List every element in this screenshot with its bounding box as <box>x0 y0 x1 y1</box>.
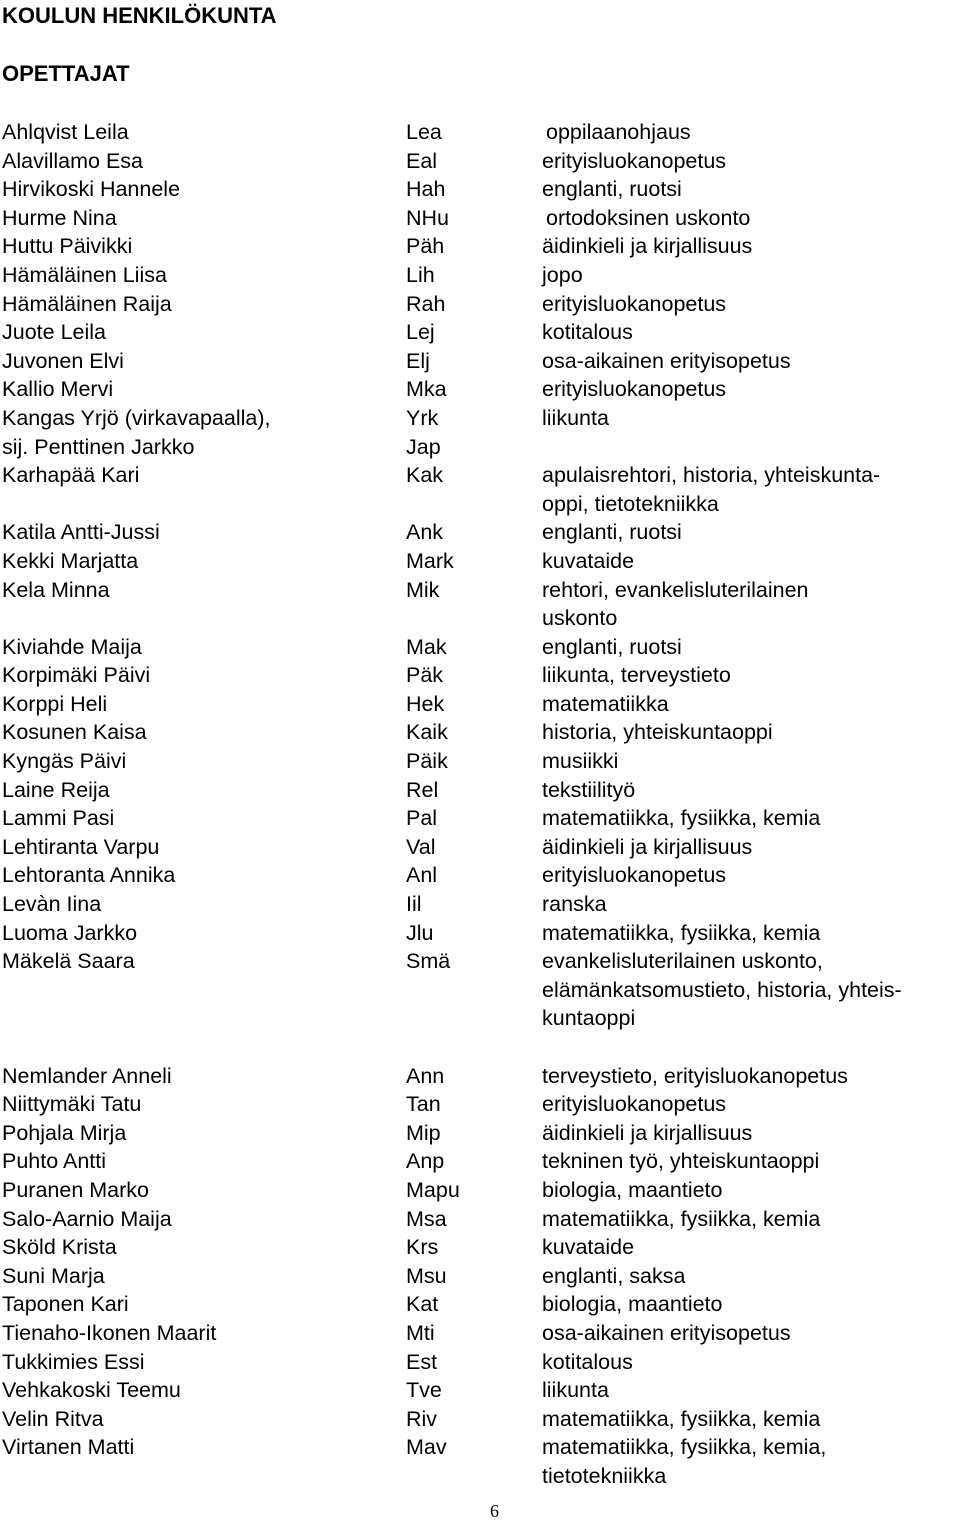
teacher-code: Anp <box>406 1149 445 1174</box>
teacher-subject: kotitalous <box>542 320 633 345</box>
teacher-row <box>2 461 952 518</box>
teacher-name: Korppi Heli <box>2 691 108 716</box>
teacher-subject: biologia, maantieto <box>542 1292 723 1317</box>
teacher-row <box>2 919 952 948</box>
teacher-row <box>2 175 952 204</box>
section-title: OPETTAJAT <box>2 61 130 86</box>
teacher-code: Kaik <box>406 720 448 745</box>
teacher-row <box>2 690 952 719</box>
teacher-code: Iil <box>406 892 422 917</box>
teacher-code: NHu <box>406 205 450 230</box>
teacher-subject: kuvataide <box>542 1235 635 1260</box>
teacher-name: Nemlander Anneli <box>2 1063 172 1088</box>
teacher-name: Huttu Päivikki <box>2 234 133 259</box>
teacher-name: Laine Reija <box>2 777 110 802</box>
teacher-name: Ahlqvist Leila <box>2 120 129 144</box>
teacher-row <box>2 1405 952 1434</box>
teacher-code: Msu <box>406 1263 447 1288</box>
teacher-name: Hämäläinen Raija <box>2 291 172 316</box>
teacher-name: Kekki Marjatta <box>2 548 139 573</box>
teacher-subject: matematiikka, fysiikka, kemia <box>542 920 821 945</box>
teacher-row <box>2 890 952 919</box>
teacher-name: Puranen Marko <box>2 1177 149 1202</box>
teacher-code: Päh <box>406 234 445 259</box>
teacher-row <box>2 1233 952 1262</box>
teacher-subject: liikunta <box>542 405 609 430</box>
teacher-subject: englanti, ruotsi <box>542 634 682 659</box>
teacher-name: Levàn Iina <box>2 892 102 917</box>
teacher-row <box>2 118 952 147</box>
teacher-row <box>2 576 952 633</box>
teacher-code: Mti <box>406 1320 435 1345</box>
teacher-row <box>2 1433 952 1490</box>
teacher-name: Tienaho-Ikonen Maarit <box>2 1320 217 1345</box>
teacher-name: Taponen Kari <box>2 1292 129 1317</box>
teacher-name: Hämäläinen Liisa <box>2 262 167 287</box>
teacher-code: Anl <box>406 863 438 888</box>
teacher-subject: erityisluokanopetus <box>542 148 727 173</box>
teacher-row <box>2 518 952 547</box>
teacher-row <box>2 1119 952 1148</box>
teacher-name: Lammi Pasi <box>2 806 115 831</box>
teacher-code: Est <box>406 1349 438 1374</box>
teacher-code: Jap <box>406 434 441 459</box>
teacher-subject: kuvataide <box>542 548 635 573</box>
teacher-name: Katila Antti-Jussi <box>2 520 160 545</box>
teacher-name: Kosunen Kaisa <box>2 720 147 745</box>
teacher-code: Yrk <box>406 405 439 430</box>
teacher-code: Msa <box>406 1206 447 1231</box>
teacher-subject: historia, yhteiskuntaoppi <box>542 720 773 745</box>
teacher-code: Mak <box>406 634 447 659</box>
teacher-code: Lih <box>406 262 435 287</box>
teacher-row <box>2 833 952 862</box>
teacher-name: Vehkakoski Teemu <box>2 1378 181 1403</box>
teacher-code: Pal <box>406 806 438 831</box>
teacher-name: Puhto Antti <box>2 1149 106 1174</box>
teacher-name: Hurme Nina <box>2 205 117 230</box>
teacher-name: Karhapää Kari <box>2 463 140 488</box>
teacher-code: Lea <box>406 120 442 144</box>
teacher-row <box>2 375 952 404</box>
teacher-subject: matematiikka, fysiikka, kemia <box>542 1406 821 1431</box>
teacher-row <box>2 804 952 833</box>
teacher-code: Tve <box>406 1378 442 1403</box>
teacher-row <box>2 547 952 576</box>
teacher-subject: apulaisrehtori, historia, yhteiskunta- oppi, tietotekniikka <box>542 463 881 516</box>
teacher-name: Mäkelä Saara <box>2 949 135 974</box>
teacher-subject: terveystieto, erityisluokanopetus <box>542 1063 848 1088</box>
teacher-name: Juote Leila <box>2 320 106 345</box>
teacher-code: Kak <box>406 463 444 488</box>
teacher-name: Korpimäki Päivi <box>2 663 151 688</box>
teacher-name: Luoma Jarkko <box>2 920 138 945</box>
teacher-subject: liikunta, terveystieto <box>542 663 731 688</box>
teacher-row <box>2 261 952 290</box>
teacher-name: Lehtoranta Annika <box>2 863 176 888</box>
teacher-name: sij. Penttinen Jarkko <box>2 434 195 459</box>
teacher-code: Rel <box>406 777 439 802</box>
teacher-subject: matematiikka, fysiikka, kemia <box>542 1206 821 1231</box>
page-heading: KOULUN HENKILÖKUNTA <box>2 3 277 28</box>
teacher-code: Riv <box>406 1406 438 1431</box>
teacher-row <box>2 661 952 690</box>
teacher-code: Päik <box>406 749 448 774</box>
teacher-subject: erityisluokanopetus <box>542 291 727 316</box>
teacher-code: Hek <box>406 691 445 716</box>
teacher-subject: matematiikka <box>542 691 669 716</box>
teacher-code: Kat <box>406 1292 439 1317</box>
teacher-row <box>2 1176 952 1205</box>
teacher-code: Mapu <box>406 1177 460 1202</box>
teacher-row <box>2 433 952 462</box>
teacher-subject: kotitalous <box>542 1349 633 1374</box>
teacher-row <box>2 776 952 805</box>
teacher-subject: erityisluokanopetus <box>542 377 727 402</box>
teacher-subject: englanti, ruotsi <box>542 520 682 545</box>
teacher-code: Eal <box>406 148 438 173</box>
teacher-name: Virtanen Matti <box>2 1435 135 1460</box>
teacher-row <box>2 1090 952 1119</box>
teacher-row <box>2 947 952 1033</box>
teacher-subject: tekninen työ, yhteiskuntaoppi <box>542 1149 820 1174</box>
teacher-row <box>2 1205 952 1234</box>
teacher-subject: äidinkieli ja kirjallisuus <box>542 234 753 259</box>
teacher-code: Tan <box>406 1092 441 1117</box>
teacher-subject: osa-aikainen erityisopetus <box>542 1320 791 1345</box>
teacher-code: Mip <box>406 1120 441 1145</box>
teacher-name: Tukkimies Essi <box>2 1349 145 1374</box>
teacher-code: Smä <box>406 949 451 974</box>
teacher-name: Kallio Mervi <box>2 377 114 402</box>
teacher-code: Mav <box>406 1435 447 1460</box>
page-number: 6 <box>490 1501 499 1521</box>
teacher-code: Mark <box>406 548 454 573</box>
teacher-name: Pohjala Mirja <box>2 1120 127 1145</box>
teacher-row <box>2 1147 952 1176</box>
teacher-subject: matematiikka, fysiikka, kemia <box>542 806 821 831</box>
teacher-subject: liikunta <box>542 1378 609 1403</box>
teacher-row <box>2 204 952 233</box>
teacher-name: Kela Minna <box>2 577 110 602</box>
teacher-subject: biologia, maantieto <box>542 1177 723 1202</box>
teacher-name: Kiviahde Maija <box>2 634 142 659</box>
teacher-subject: ortodoksinen uskonto <box>546 205 751 230</box>
teacher-row <box>2 1376 952 1405</box>
teacher-subject: englanti, ruotsi <box>542 177 682 202</box>
teacher-row <box>2 147 952 176</box>
teacher-subject: oppilaanohjaus <box>546 120 691 144</box>
teacher-code: Krs <box>406 1235 439 1260</box>
teacher-row <box>2 1262 952 1291</box>
teacher-subject: rehtori, evankelisluterilainen uskonto <box>542 577 809 631</box>
teacher-subject: evankelisluterilainen uskonto, elämänkatsomustieto, historia, yhteis- kuntaoppi <box>542 949 902 1031</box>
teacher-subject: musiikki <box>542 749 619 774</box>
teacher-subject: osa-aikainen erityisopetus <box>542 348 791 373</box>
teacher-name: Kangas Yrjö (virkavapaalla), <box>2 405 271 430</box>
teacher-name: Salo-Aarnio Maija <box>2 1206 172 1231</box>
teacher-row <box>2 347 952 376</box>
teacher-name: Velin Ritva <box>2 1406 104 1431</box>
teacher-code: Ann <box>406 1063 445 1088</box>
teacher-row <box>2 1348 952 1377</box>
teacher-name: Sköld Krista <box>2 1235 117 1260</box>
teacher-subject: ranska <box>542 892 607 917</box>
teacher-row <box>2 232 952 261</box>
teacher-code: Rah <box>406 291 446 316</box>
teacher-code: Jlu <box>406 920 434 945</box>
teacher-subject <box>542 433 952 462</box>
teacher-code: Päk <box>406 663 444 688</box>
teacher-row <box>2 633 952 662</box>
teacher-name: Niittymäki Tatu <box>2 1092 142 1117</box>
teacher-subject: erityisluokanopetus <box>542 1092 727 1117</box>
teacher-code: Hah <box>406 177 446 202</box>
teacher-row <box>2 1062 952 1091</box>
teacher-name: Suni Marja <box>2 1263 105 1288</box>
teacher-code: Lej <box>406 320 435 345</box>
teacher-subject: jopo <box>542 262 583 287</box>
teacher-subject: tekstiilityö <box>542 777 636 802</box>
teacher-row <box>2 1290 952 1319</box>
teacher-row <box>2 1319 952 1348</box>
teacher-subject: englanti, saksa <box>542 1263 686 1288</box>
teacher-name: Hirvikoski Hannele <box>2 177 181 202</box>
teacher-code: Val <box>406 834 436 859</box>
teacher-name: Alavillamo Esa <box>2 148 143 173</box>
teacher-code: Elj <box>406 348 430 373</box>
teacher-code: Mka <box>406 377 447 402</box>
teacher-subject: äidinkieli ja kirjallisuus <box>542 1120 753 1145</box>
teacher-row <box>2 861 952 890</box>
teacher-code: Ank <box>406 520 444 545</box>
teacher-row <box>2 718 952 747</box>
teacher-subject: matematiikka, fysiikka, kemia, tietotekniikka <box>542 1435 827 1488</box>
teacher-list <box>2 118 952 1491</box>
teacher-row <box>2 318 952 347</box>
teacher-code: Mik <box>406 577 440 602</box>
teacher-subject: äidinkieli ja kirjallisuus <box>542 834 753 859</box>
teacher-subject: erityisluokanopetus <box>542 863 727 888</box>
teacher-row <box>2 747 952 776</box>
teacher-name: Kyngäs Päivi <box>2 749 127 774</box>
teacher-row <box>2 404 952 433</box>
teacher-row <box>2 290 952 319</box>
teacher-name: Juvonen Elvi <box>2 348 124 373</box>
teacher-name: Lehtiranta Varpu <box>2 834 160 859</box>
